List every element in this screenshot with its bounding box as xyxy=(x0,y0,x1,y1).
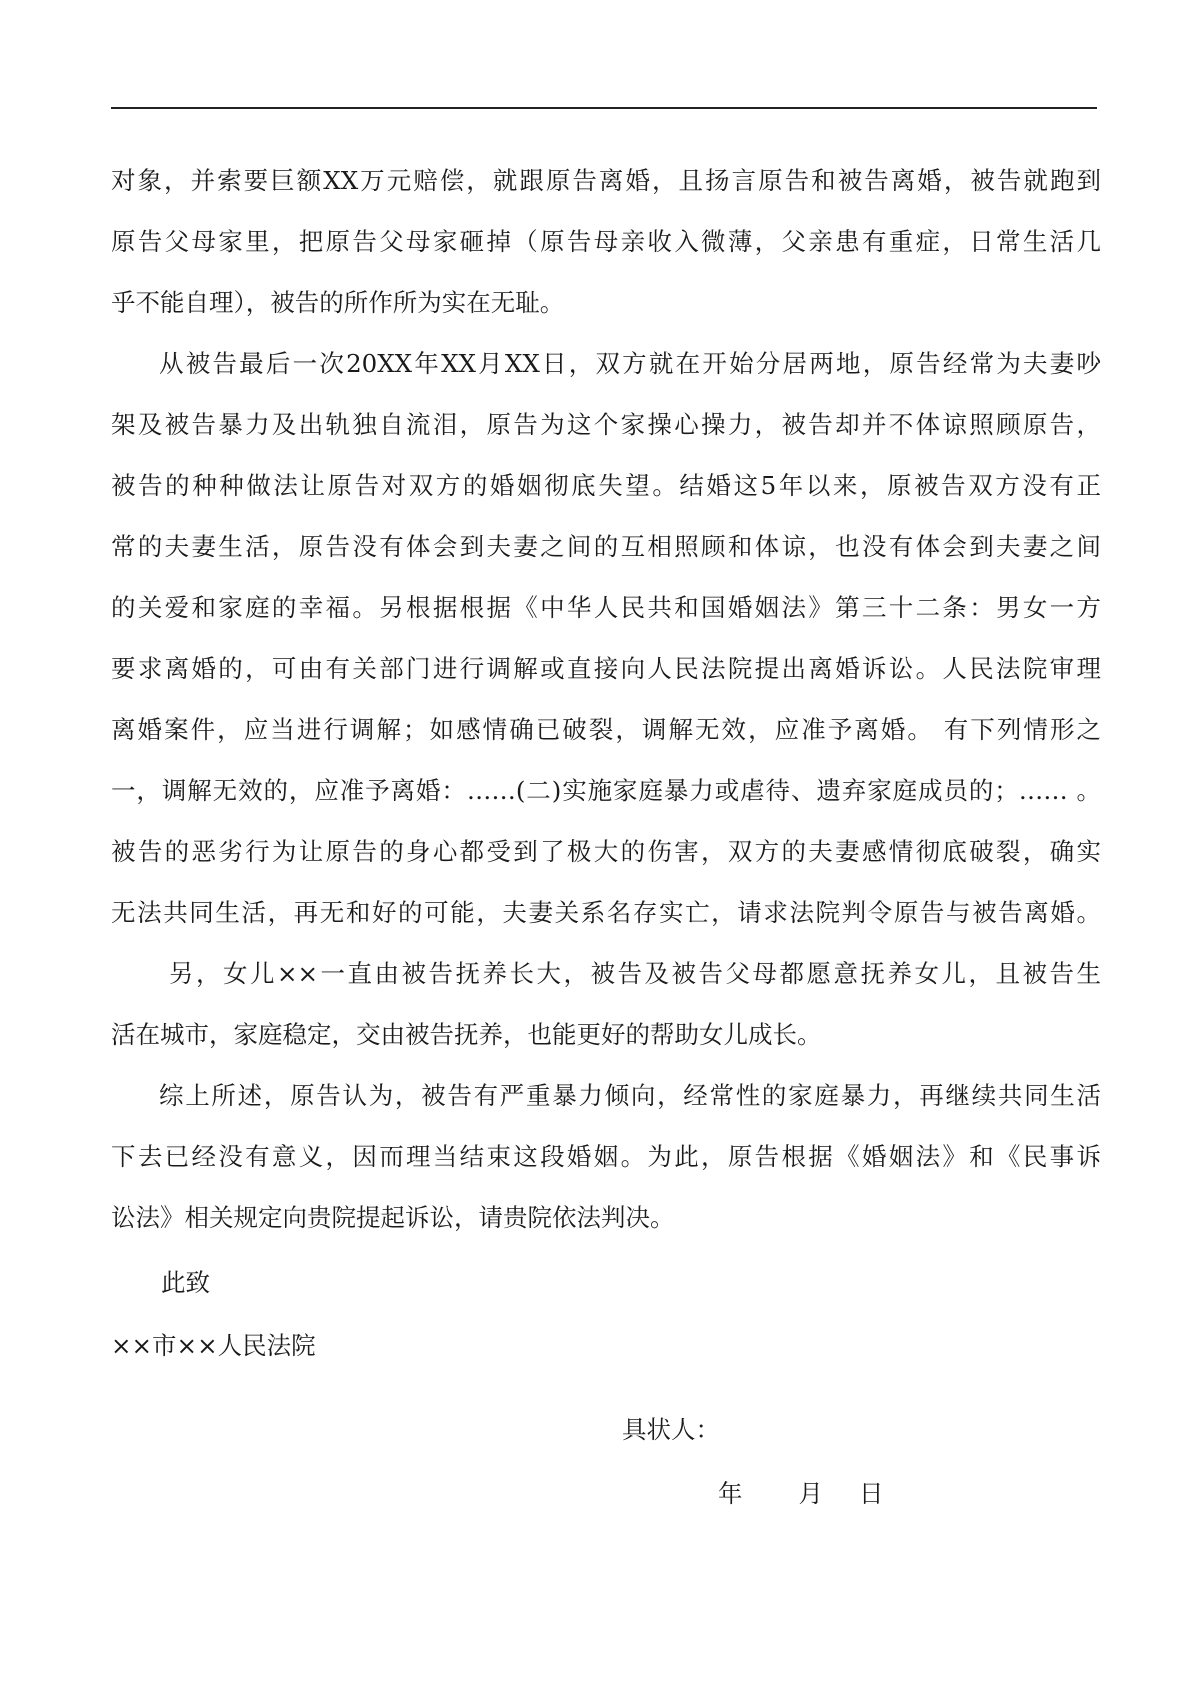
paragraph-separation xyxy=(111,333,1101,943)
date-line xyxy=(718,1475,884,1510)
text-line: 从被告最后一次20XX年XX月XX日，双方就在开始分居两地，原告经常为夫妻吵 xyxy=(159,349,1101,378)
paragraph-conclusion xyxy=(111,1065,1101,1248)
header-rule xyxy=(111,107,1097,109)
text-line: 原告父母家里，把原告父母家砸掉（原告母亲收入微薄，父亲患有重症，日常生活几 xyxy=(111,227,1101,256)
text-line: 另，女儿××一直由被告抚养长大，被告及被告父母都愿意抚养女儿，且被告生 xyxy=(169,959,1101,988)
text-line: 对象，并索要巨额XX万元赔偿，就跟原告离婚，且扬言原告和被告离婚，被告就跑到 xyxy=(111,166,1101,195)
text-line: 要求离婚的，可由有关部门进行调解或直接向人民法院提出离婚诉讼。人民法院审理 xyxy=(111,654,1101,683)
text-line: 无法共同生活，再无和好的可能，夫妻关系名存实亡，请求法院判令原告与被告离婚。 xyxy=(111,898,1101,927)
date-day: 日 xyxy=(859,1479,884,1508)
date-year: 年 xyxy=(718,1479,743,1508)
text-line: 被告的恶劣行为让原告的身心都受到了极大的伤害，双方的夫妻感情彻底破裂，确实 xyxy=(111,837,1101,866)
text-line: 下去已经没有意义，因而理当结束这段婚姻。为此，原告根据《婚姻法》和《民事诉 xyxy=(111,1142,1101,1171)
closing-salutation: 此致 xyxy=(161,1268,210,1297)
text-line: 被告的种种做法让原告对双方的婚姻彻底失望。结婚这5年以来，原被告双方没有正 xyxy=(111,471,1101,500)
text-line: 乎不能自理），被告的所作所为实在无耻。 xyxy=(111,288,565,317)
text-line: 综上所述，原告认为，被告有严重暴力倾向，经常性的家庭暴力，再继续共同生活 xyxy=(159,1081,1101,1110)
text-line: 活在城市，家庭稳定，交由被告抚养，也能更好的帮助女儿成长。 xyxy=(111,1020,822,1049)
text-line: 离婚案件，应当进行调解；如感情确已破裂，调解无效，应准予离婚。 有下列情形之 xyxy=(111,715,1101,744)
date-month: 月 xyxy=(798,1479,823,1508)
paragraph-continuation xyxy=(111,150,1101,333)
text-line: 常的夫妻生活，原告没有体会到夫妻之间的互相照顾和体谅，也没有体会到夫妻之间 xyxy=(111,532,1101,561)
document-body xyxy=(111,150,1101,1376)
court-name: ××市××人民法院 xyxy=(111,1331,316,1360)
paragraph-custody xyxy=(111,943,1101,1065)
text-line: 架及被告暴力及出轨独自流泪，原告为这个家操心操力，被告却并不体谅照顾原告， xyxy=(111,410,1101,439)
text-line: 一，调解无效的，应准予离婚：……(二)实施家庭暴力或虐待、遗弃家庭成员的；…… 。 xyxy=(111,776,1101,805)
text-line: 讼法》相关规定向贵院提起诉讼，请贵院依法判决。 xyxy=(111,1203,675,1232)
signature-label: 具状人： xyxy=(622,1415,720,1444)
text-line: 的关爱和家庭的幸福。另根据根据《中华人民共和国婚姻法》第三十二条：男女一方 xyxy=(111,593,1101,622)
